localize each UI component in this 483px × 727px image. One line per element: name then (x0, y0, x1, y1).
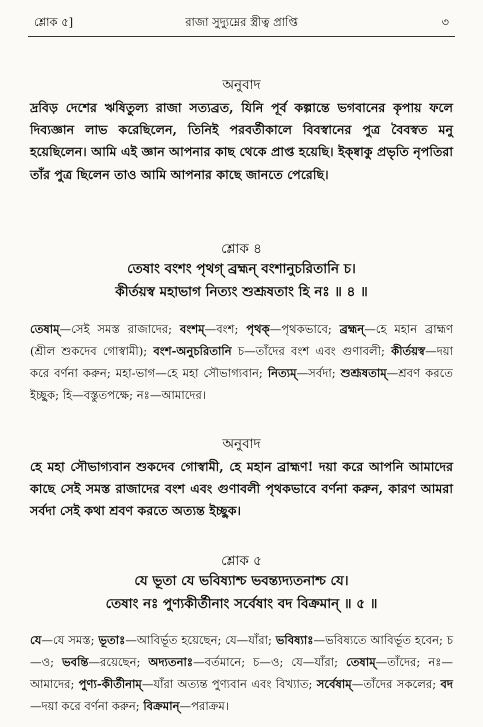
synonym-word: ভবন্তি (62, 655, 89, 669)
verse-4-heading: শ্লোক ৪ (221, 241, 262, 257)
synonym-word: বদ (440, 677, 453, 691)
synonym-word: বিক্রমান্ (143, 699, 180, 713)
translation-heading-1: অনুবাদ (222, 77, 261, 93)
verse-4-line-2: কীর্তয়স্ব মহাভাগ নিত্যং শুশ্রূষতাং হি নঃ ॥ ৪ ॥ (115, 284, 368, 300)
synonym-meaning: —পৃথকভাবে; (269, 322, 340, 336)
verse-4-synonyms (30, 318, 453, 406)
synonym-meaning: —সর্বদা; (296, 366, 341, 380)
synonym-word: অদ্যতনাঃ (148, 655, 194, 669)
synonym-word: ভবিষ্যাঃ (275, 633, 314, 647)
header-title: রাজা সুদ্যুম্নের স্ত্রীত্ব প্রাপ্তি (185, 14, 298, 29)
synonym-meaning: —যে সমস্ত; (41, 633, 99, 647)
verse-5-heading: শ্লোক ৫ (221, 553, 262, 569)
synonym-meaning: —তাঁদের সকলের; (351, 677, 441, 691)
synonym-word: ভূতাঃ (98, 633, 126, 647)
verse-4-text (28, 258, 455, 304)
synonym-meaning: —হে মহান ব্রাহ্মণ (শ্রীল শুকদেব গোস্বামী); (30, 322, 453, 358)
synonym-word: তেষাম্ (346, 655, 376, 669)
verse-5-synonyms (30, 629, 453, 717)
synonym-meaning: চ—তাঁদের বংশ এবং গুণাবলী; (231, 344, 392, 358)
header-rule (28, 36, 455, 37)
synonym-word: সর্বেষাম্ (316, 677, 352, 691)
synonym-word: শুশ্রূষতাম্ (340, 366, 387, 380)
synonym-word: পুণ্য-কীর্তীনাম্ (78, 677, 142, 691)
verse-4-line-1: তেষাং বংশং পৃথগ্ ব্রহ্মন্ বংশানুচরিতানি চ। (127, 261, 356, 277)
synonym-word: বংশ-অনুচরিতানি (153, 344, 232, 358)
synonym-meaning: —রয়েছেন; (88, 655, 149, 669)
translation-paragraph-1: দ্রবিড় দেশের ঋষিতুল্য রাজা সত্যব্রত, যিনি পূর্ব কল্পান্তে ভগবানের কৃপায় ফলে দিব্যজ্ঞান লাভ করেছিলেন, তিনিই পরবর্তীকালে বিবস্বানের পুত্র বৈবস্বত মনু হয়েছিলেন। আমি এই জ্ঞান আপনার কাছ থেকে প্রাপ্ত হয়েছি। ইক্ষ্বাকু প্রভৃতি নৃপতিরা তাঁর পুত্র ছিলেন তাও আমি আপনার কাছে জানতে পেরেছি। (30, 100, 453, 182)
verse-5-text (28, 570, 455, 616)
synonym-word: যে (30, 633, 42, 647)
synonym-meaning: —দয়া করে বর্ণনা করুন; মহা-ভাগ—হে মহা সৌভাগ্যবান; (30, 344, 453, 380)
page-number: ৩ (441, 14, 449, 29)
synonym-meaning: —বংশ; (204, 322, 247, 336)
synonym-meaning: —তাঁদের; নঃ—আমাদের; (30, 655, 454, 691)
header-chapter-ref: শ্লোক ৫] (34, 14, 74, 29)
verse-5-line-1: যে ভূতা যে ভবিষ্যাশ্চ ভবন্ত্যদ্যতনাশ্চ যে। (134, 573, 349, 589)
synonym-meaning: —বর্তমানে; চ—ও; যে—যাঁরা; (193, 655, 347, 669)
synonym-word: ব্রহ্মন্ (339, 322, 365, 336)
translation-heading-2: অনুবাদ (222, 436, 261, 452)
synonym-word: তেষাম্ (30, 322, 60, 336)
synonym-meaning: —যাঁরা অত্যন্ত পুণ্যবান এবং বিখ্যাত; (141, 677, 317, 691)
synonym-word: বংশম্ (179, 322, 205, 336)
verse-5-line-2: তেষাং নঃ পুণ্যকীর্তীনাং সর্বেষাং বদ বিক্রমান্ ॥ ৫ ॥ (105, 596, 378, 612)
running-header (34, 14, 449, 32)
synonym-word: নিত্যম্ (267, 366, 297, 380)
synonym-meaning: —ভবিষ্যতে আবির্ভূত হবেন; চ—ও; (30, 633, 453, 669)
synonym-meaning: —সেই সমস্ত রাজাদের; (59, 322, 180, 336)
translation-paragraph-2: হে মহা সৌভাগ্যবান শুকদেব গোস্বামী, হে মহান ব্রাহ্মণ! দয়া করে আপনি আমাদের কাছে সেই সমস্ত রাজাদের বংশ এবং গুণাবলী পৃথকভাবে বর্ণনা করুন, কারণ আমরা সর্বদা সেই কথা শ্রবণ করতে অত্যন্ত ইচ্ছুক। (30, 459, 453, 519)
synonym-word: কীর্তয়স্ব (391, 344, 426, 358)
synonym-word: পৃথক্ (246, 322, 270, 336)
synonym-meaning: —পরাক্রম। (179, 699, 230, 713)
synonym-meaning: —আবির্ভূত হয়েছেন; যে—যাঁরা; (125, 633, 276, 647)
synonym-meaning: —শ্রবণ করতে ইচ্ছুক; হি—বস্তুতপক্ষে; নঃ—আমাদের। (30, 366, 453, 402)
synonym-meaning: —দয়া করে বর্ণনা করুন; (30, 699, 144, 713)
